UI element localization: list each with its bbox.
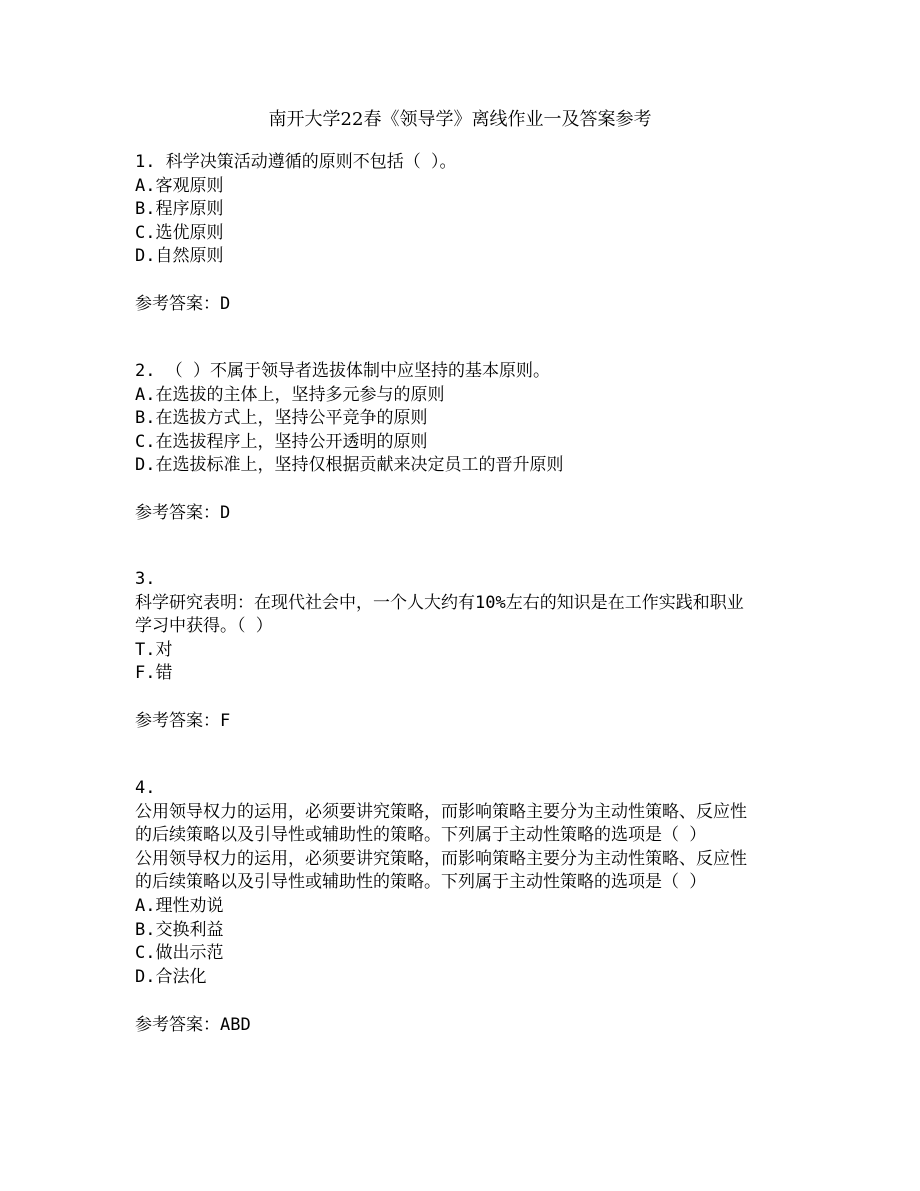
question-stem-line: 公用领导权力的运用，必须要讲究策略，而影响策略主要分为主动性策略、反应性	[135, 801, 747, 822]
question-1	[135, 151, 835, 317]
question-stem-line: 公用领导权力的运用，必须要讲究策略，而影响策略主要分为主动性策略、反应性	[135, 848, 747, 869]
question-3	[135, 568, 835, 734]
option-a: A.在选拔的主体上，坚持多元参与的原则	[135, 384, 445, 405]
question-stem-line: 科学研究表明：在现代社会中，一个人大约有10%左右的知识是在工作实践和职业	[135, 592, 744, 613]
option-d: D.在选拔标准上，坚持仅根据贡献来决定员工的晋升原则	[135, 455, 564, 476]
option-false: F.错	[135, 663, 173, 684]
question-number: 3.	[135, 569, 156, 589]
option-c: C.在选拔程序上，坚持公开透明的原则	[135, 431, 428, 452]
option-a: A.客观原则	[135, 175, 224, 196]
option-c: C.做出示范	[135, 943, 224, 964]
option-true: T.对	[135, 639, 173, 660]
question-4	[135, 777, 835, 1037]
reference-answer: 参考答案：F	[135, 711, 231, 732]
question-number: 4.	[135, 778, 156, 798]
question-stem-line: 的后续策略以及引导性或辅助性的策略。下列属于主动性策略的选项是（ ）	[135, 825, 707, 846]
option-a: A.理性劝说	[135, 895, 224, 916]
reference-answer: 参考答案：D	[135, 294, 231, 315]
question-stem-line: 2. （ ）不属于领导者选拔体制中应坚持的基本原则。	[135, 361, 550, 381]
option-b: B.在选拔方式上，坚持公平竞争的原则	[135, 408, 428, 429]
option-b: B.程序原则	[135, 199, 224, 220]
option-b: B.交换利益	[135, 919, 224, 940]
option-d: D.合法化	[135, 966, 207, 987]
option-d: D.自然原则	[135, 246, 224, 267]
question-stem-line: 学习中获得。（ ）	[135, 616, 273, 637]
option-c: C.选优原则	[135, 222, 224, 243]
question-stem-line: 的后续策略以及引导性或辅助性的策略。下列属于主动性策略的选项是（ ）	[135, 872, 707, 893]
question-2	[135, 360, 835, 526]
reference-answer: 参考答案：ABD	[135, 1014, 251, 1035]
reference-answer: 参考答案：D	[135, 503, 231, 524]
question-stem-line: 1. 科学决策活动遵循的原则不包括（ ）。	[135, 152, 457, 172]
document-title: 南开大学22春《领导学》离线作业一及答案参考	[268, 109, 652, 130]
